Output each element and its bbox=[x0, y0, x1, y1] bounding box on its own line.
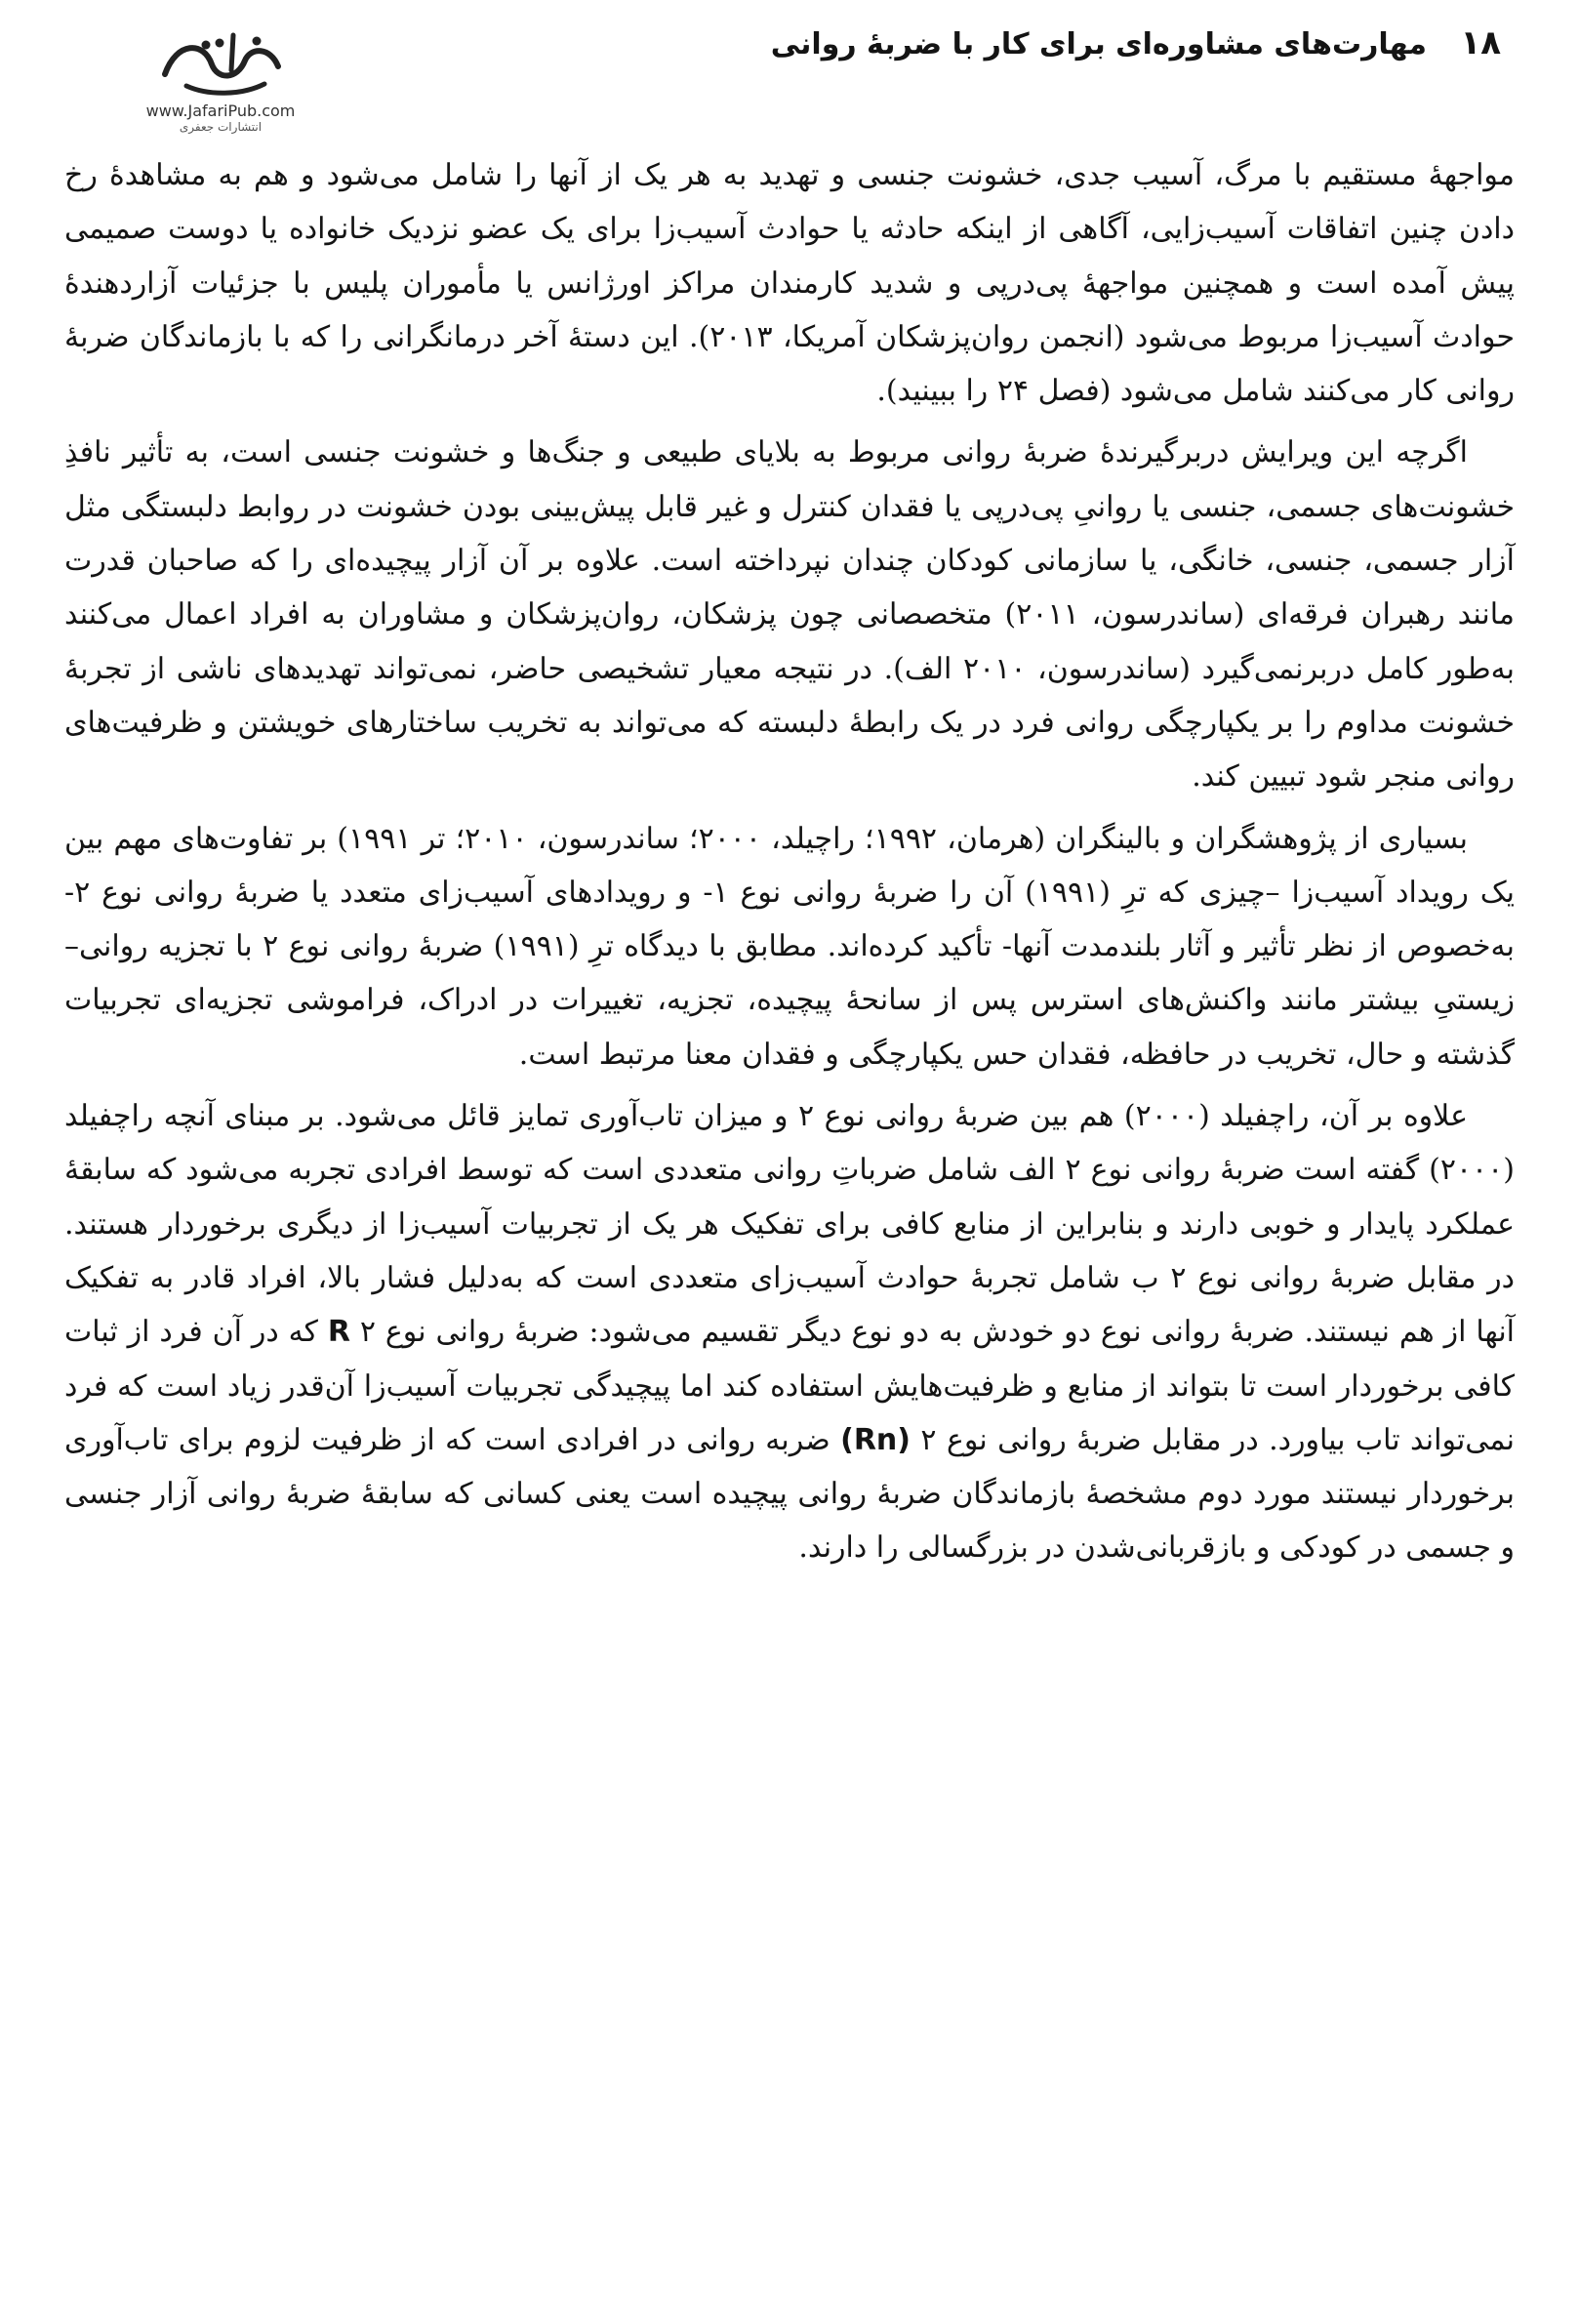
page-header bbox=[64, 14, 1515, 141]
paragraph-4-part-2: که در آن فرد از ثبات کافی برخوردار است تا بتواند از منابع و ظرفیت‌هایش استفاده کند اما پیچیدگی تجربیات آسیب‌زا آن‌قدر زیاد است که فرد نمی‌تواند تاب بیاورد. در مقابل ضربهٔ روانی نوع ۲ bbox=[64, 1315, 1516, 1457]
publisher-url: www.JafariPub.com bbox=[145, 102, 296, 120]
publisher-tagline: انتشارات جعفری bbox=[179, 120, 263, 134]
paragraph-4 bbox=[64, 1089, 1515, 1575]
publisher-logo bbox=[113, 31, 328, 158]
type-2-r-label: R bbox=[327, 1315, 350, 1350]
paragraph-2: اگرچه این ویرایش دربرگیرندهٔ ضربهٔ روانی مربوط به بلایای طبیعی و جنگ‌ها و خشونت جنسی است، به تأثیر نافذِ خشونت‌های جسمی، جنسی یا روانیِ پی‌درپی یا فقدان کنترل و غیر قابل پیش‌بینی بودن خشونت در روابط دلبستگی مثل آزار جسمی، جنسی، خانگی، یا سازمانی کودکان چندان نپرداخته است. علاوه بر آن آزار پیچیده‌ای را که صاحبان قدرت مانند رهبران فرقه‌ای (ساندرسون، ۲۰۱۱) متخصصانی چون پزشکان، روان‌پزشکان و مشاوران به افراد اعمال می‌کنند به‌طور کامل دربرنمی‌گیرد (ساندرسون، ۲۰۱۰ الف). در نتیجه معیار تشخیصی حاضر، نمی‌تواند تهدیدهای ناشی از تجربهٔ خشونت مداوم را بر یکپارچگی روانی فرد در یک رابطهٔ دلبسته که می‌تواند به تخریب ساختارهای خویشتن و ظرفیت‌های روانی منجر شود تبیین کند. bbox=[64, 435, 1516, 795]
paragraph-4-part-1: علاوه بر آن، راچفیلد (۲۰۰۰) هم بین ضربهٔ روانی نوع ۲ و میزان تاب‌آوری تمایز قائل می‌شود. بر مبنای آنچه راچفیلد (۲۰۰۰) گفته است ضربهٔ روانی نوع ۲ الف شامل ضرباتِ روانی متعددی است که توسط افرادی تجربه می‌شود که سابقهٔ عملکرد پایدار و خوبی دارند و بنابراین از منابع کافی برای تفکیک هر یک از تجربیات آسیب‌زا از دیگری برخوردار هستند. در مقابل ضربهٔ روانی نوع ۲ ب شامل تجربهٔ حوادث آسیب‌زای متعددی است که به‌دلیل فشار بالا، افراد قادر به تفکیک آنها از هم نیستند. ضربهٔ روانی نوع دو خودش به دو نوع دیگر تقسیم می‌شود: ضربهٔ روانی نوع ۲ bbox=[64, 1099, 1516, 1350]
page-number: ۱۸ bbox=[1460, 23, 1501, 62]
body-text bbox=[64, 148, 1515, 1575]
publisher-logo-icon bbox=[147, 31, 294, 100]
paragraph-4-part-3: ضربه روانی در افرادی است که از ظرفیت لزوم برای تاب‌آوری برخوردار نیستند مورد دوم مشخصهٔ بازماندگان ضربهٔ روانی پیچیده است یعنی کسانی که سابقهٔ ضربهٔ روانی آزار جنسی و جسمی در کودکی و بازقربانی‌شدن در بزرگسالی را دارند. bbox=[64, 1422, 1515, 1566]
paragraph-3: بسیاری از پژوهشگران و بالینگران (هرمان، ۱۹۹۲؛ راچیلد، ۲۰۰۰؛ ساندرسون، ۲۰۱۰؛ تر ۱۹۹۱) بر تفاوت‌های مهم بین یک رویداد آسیب‌زا –چیزی که ترِ (۱۹۹۱) آن را ضربهٔ روانی نوع ۱- و رویدادهای آسیب‌زای متعدد یا ضربهٔ روانی نوع ۲- به‌خصوص از نظر تأثیر و آثار بلندمدت آنها- تأکید کرده‌اند. مطابق با دیدگاه ترِ (۱۹۹۱) ضربهٔ روانی نوع ۲ با تجزیه روانی–زیستیِ بیشتر مانند واکنش‌های استرس پس از سانحهٔ پیچیده، تجزیه، تغییرات در ادراک، فراموشی تجزیه‌ای تجربیات گذشته و حال، تخریب در حافظه، فقدان حس یکپارچگی و فقدان معنا مرتبط است. bbox=[64, 821, 1516, 1072]
type-2-rn-label: (Rn) bbox=[840, 1422, 911, 1457]
running-title: مهارت‌های مشاوره‌ای برای کار با ضربهٔ روانی bbox=[770, 27, 1427, 61]
paragraph-1: مواجههٔ مستقیم با مرگ، آسیب جدی، خشونت جنسی و تهدید به هر یک از آنها را شامل می‌شود و هم به مشاهدهٔ رخ دادن چنین اتفاقات آسیب‌زایی، آگاهی از اینکه حادثه یا حوادث آسیب‌زا برای یک عضو نزدیک خانواده یا دوست صمیمی پیش آمده است و همچنین مواجههٔ پی‌درپی و شدید کارمندان مراکز اورژانس یا مأموران پلیس با جزئیات آزاردهندهٔ حوادث آسیب‌زا مربوط می‌شود (انجمن روان‌پزشکان آمریکا، ۲۰۱۳). این دستهٔ آخر درمانگرانی را که با بازماندگان ضربهٔ روانی کار می‌کنند شامل می‌شود (فصل ۲۴ را ببینید). bbox=[64, 158, 1515, 409]
